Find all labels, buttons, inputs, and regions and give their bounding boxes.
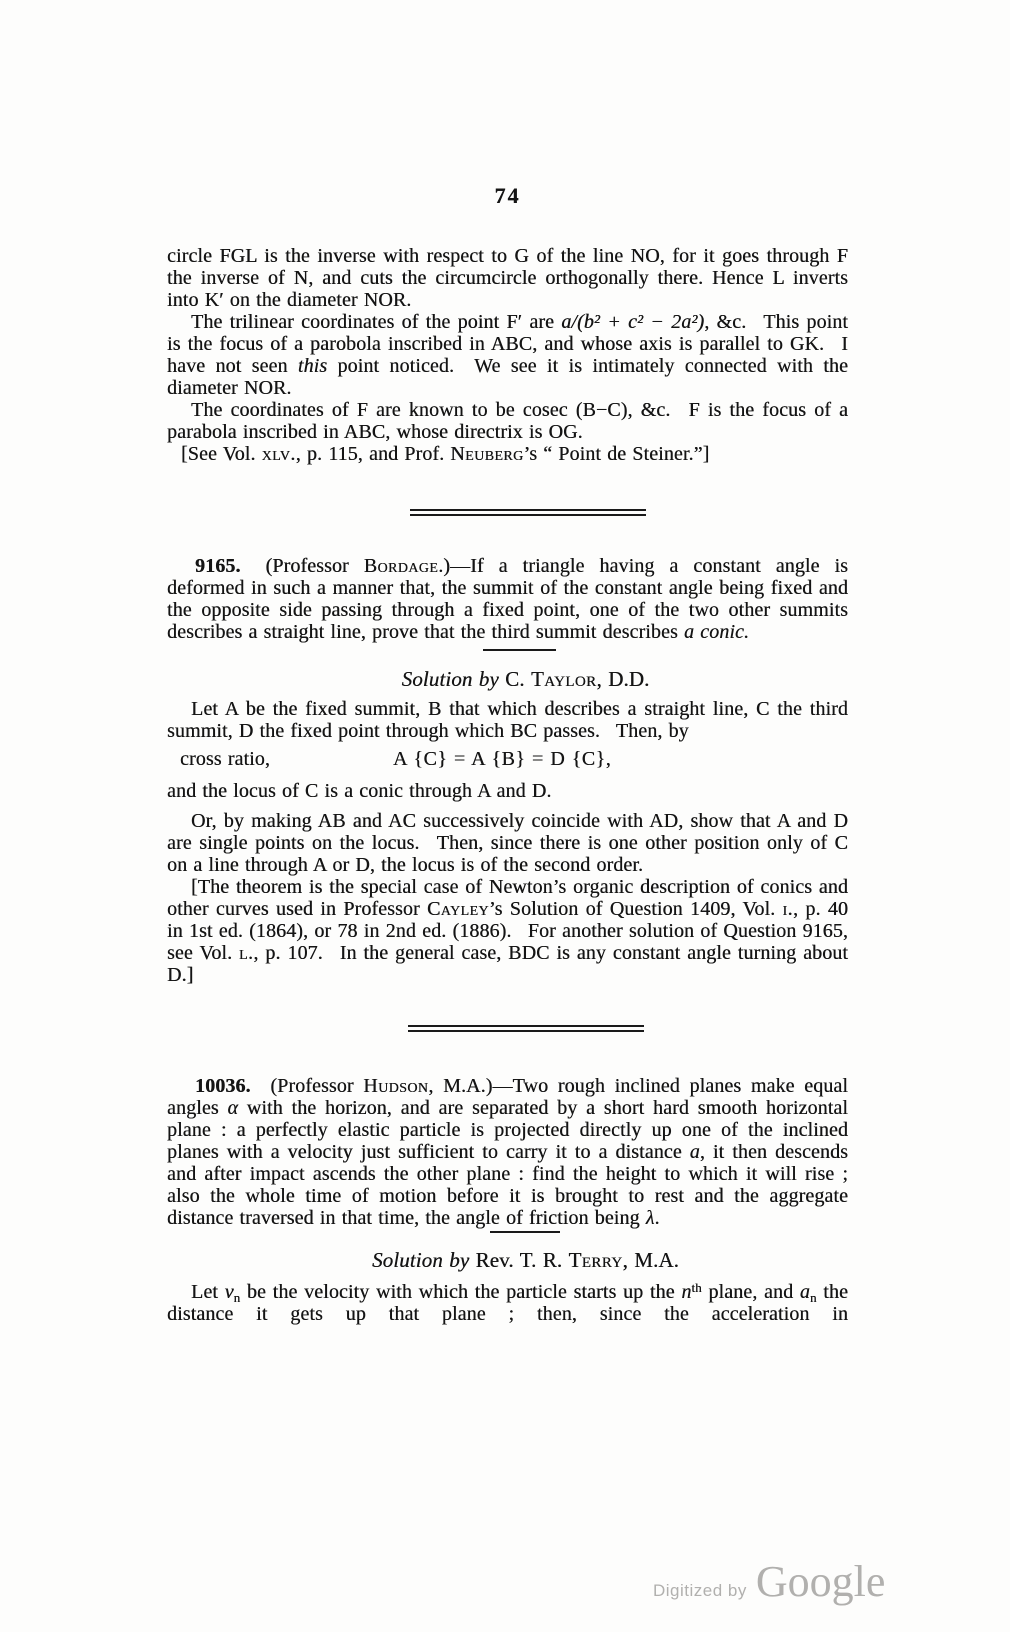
text-run: the distance it gets up that plane ; then, since the acceleration in bbox=[167, 1281, 848, 1325]
text-run: [The theorem is the special case of Newton’s organic description of conics and other curves used in Professor bbox=[167, 876, 848, 920]
subscript-run: n bbox=[233, 1290, 241, 1305]
text-column bbox=[167, 0, 848, 1325]
text-run: Rev. T. R. bbox=[475, 1248, 569, 1272]
text-run: [See Vol. bbox=[181, 443, 262, 465]
italic-run: v bbox=[224, 1281, 234, 1303]
text-run: The trilinear coordinates of the point F′ are bbox=[191, 311, 562, 333]
digitized-watermark bbox=[653, 1556, 885, 1607]
text-run: , M.A. bbox=[622, 1248, 679, 1272]
solution-9165-paragraph-1: Let A be the fixed summit, B that which describes a straight line, C the third summit, D the fixed point through which BC passes. Then, by bbox=[167, 698, 848, 742]
smallcaps-run: l. bbox=[239, 942, 254, 964]
italic-run: λ bbox=[645, 1207, 655, 1229]
smallcaps-run: Neuberg bbox=[450, 443, 524, 465]
smallcaps-run: i. bbox=[782, 898, 793, 920]
text-run: point noticed. We see it is intimately connected with the diameter NOR. bbox=[167, 355, 848, 399]
italic-run: this bbox=[297, 355, 328, 377]
smallcaps-run: Terry bbox=[568, 1248, 623, 1272]
smallcaps-run: Taylor bbox=[530, 667, 597, 691]
text-run: with the horizon, and are separated by a short hard smooth horizontal plane : a perfectly elastic particle is projected directly up one of the inclined planes with a velocity just sufficient to carry it to a distance bbox=[167, 1097, 848, 1163]
text-run: , it then descends and after impact ascends the other plane : find the height to which it will rise ; also the whole time of motion before it is brought to rest and the aggregate distance traversed in that time, the angle of friction being bbox=[167, 1141, 848, 1229]
text-run: be the velocity with which the particle starts up the bbox=[240, 1281, 682, 1303]
solution-by-label: Solution by bbox=[401, 667, 506, 691]
solution-10036-paragraph-1 bbox=[167, 1281, 848, 1325]
italic-run: a conic. bbox=[683, 621, 750, 643]
google-logo: Google bbox=[755, 1557, 886, 1606]
question-number: 9165. bbox=[195, 555, 241, 577]
italic-run: a bbox=[689, 1141, 700, 1163]
cross-ratio-equation: A {C} = A {B} = D {C}, bbox=[393, 748, 612, 770]
smallcaps-run: Cayley bbox=[427, 898, 489, 920]
text-run: .)—If a triangle having a constant angle is deformed in such a manner that, the summit of the constant angle being fixed and the opposite side passing through a fixed point, one of the two other summits describes a straight line, prove that the third summit describes bbox=[167, 555, 848, 643]
text-run: C. bbox=[505, 667, 531, 691]
solution-9165-paragraph-1-continued: and the locus of C is a conic through A and D. bbox=[167, 780, 552, 802]
text-run: (Professor bbox=[250, 1075, 364, 1097]
smallcaps-run: xlv. bbox=[261, 443, 296, 465]
italic-run: α bbox=[227, 1097, 239, 1119]
subscript-run: n bbox=[809, 1290, 817, 1305]
solution-rule bbox=[483, 649, 556, 651]
text-run: Let bbox=[191, 1281, 225, 1303]
text-run: ’s Solution of Question 1409, Vol. bbox=[488, 898, 783, 920]
italic-run: n bbox=[681, 1281, 692, 1303]
reference-line bbox=[167, 443, 848, 465]
solution-heading-10036 bbox=[167, 1248, 848, 1272]
equation-label: cross ratio, bbox=[180, 748, 270, 770]
question-number: 10036. bbox=[195, 1075, 251, 1097]
solution-rule bbox=[490, 1231, 560, 1233]
superscript-run: th bbox=[691, 1280, 702, 1295]
text-run: plane, and bbox=[701, 1281, 800, 1303]
text-run: , M.A.)—Two rough inclined planes make equal angles bbox=[167, 1075, 848, 1119]
solution-9165-editorial-note bbox=[167, 876, 848, 986]
page-number: 74 bbox=[494, 183, 521, 208]
paragraph-coordinates-of-F: The coordinates of F are known to be cosec (B−C), &c. F is the focus of a parabola inscribed in ABC, whose directrix is OG. bbox=[167, 399, 848, 443]
solution-9165-paragraph-2: Or, by making AB and AC successively coincide with AD, show that A and D are single points on the locus. Then, since there is one other position only of C on a line through A or D, the locus is of the second order. bbox=[167, 810, 848, 876]
question-10036 bbox=[167, 1075, 848, 1229]
double-rule-divider bbox=[408, 1025, 644, 1032]
question-9165 bbox=[167, 555, 848, 643]
text-run: , p. 115, and Prof. bbox=[295, 443, 451, 465]
text-run: . bbox=[654, 1207, 660, 1229]
smallcaps-run: Hudson bbox=[363, 1075, 429, 1097]
text-run: , p. 40 in 1st ed. (1864), or 78 in 2nd ed. (1886). For another solution of Question 9165, see Vol. bbox=[167, 898, 849, 964]
paragraph-circle-inversion: circle FGL is the inverse with respect to G of the line NO, for it goes through F the inverse of N, and cuts the circumcircle orthogonally there. Hence L inverts into K′ on the diameter NOR. bbox=[167, 245, 848, 311]
paragraph-trilinear-coordinates bbox=[167, 311, 848, 399]
text-run: ’s “ Point de Steiner.”] bbox=[523, 443, 710, 465]
cross-ratio-equation-row bbox=[167, 748, 848, 774]
double-rule-divider bbox=[410, 509, 646, 516]
text-run: , p. 107. In the general case, BDC is any constant angle turning about D.] bbox=[167, 942, 849, 986]
text-run: , D.D. bbox=[596, 667, 650, 691]
text-run: (Professor bbox=[240, 555, 364, 577]
text-run: , &c. This point is the focus of a parobola inscribed in ABC, and whose axis is parallel to GK. I have not seen bbox=[167, 311, 848, 377]
watermark-prefix: Digitized by bbox=[653, 1581, 747, 1600]
solution-by-label: Solution by bbox=[372, 1248, 476, 1272]
solution-heading-9165 bbox=[167, 667, 848, 691]
italic-run: a bbox=[799, 1281, 810, 1303]
formula-run: a/(b² + c² − 2a²) bbox=[561, 311, 705, 333]
smallcaps-run: Bordage bbox=[363, 555, 439, 577]
